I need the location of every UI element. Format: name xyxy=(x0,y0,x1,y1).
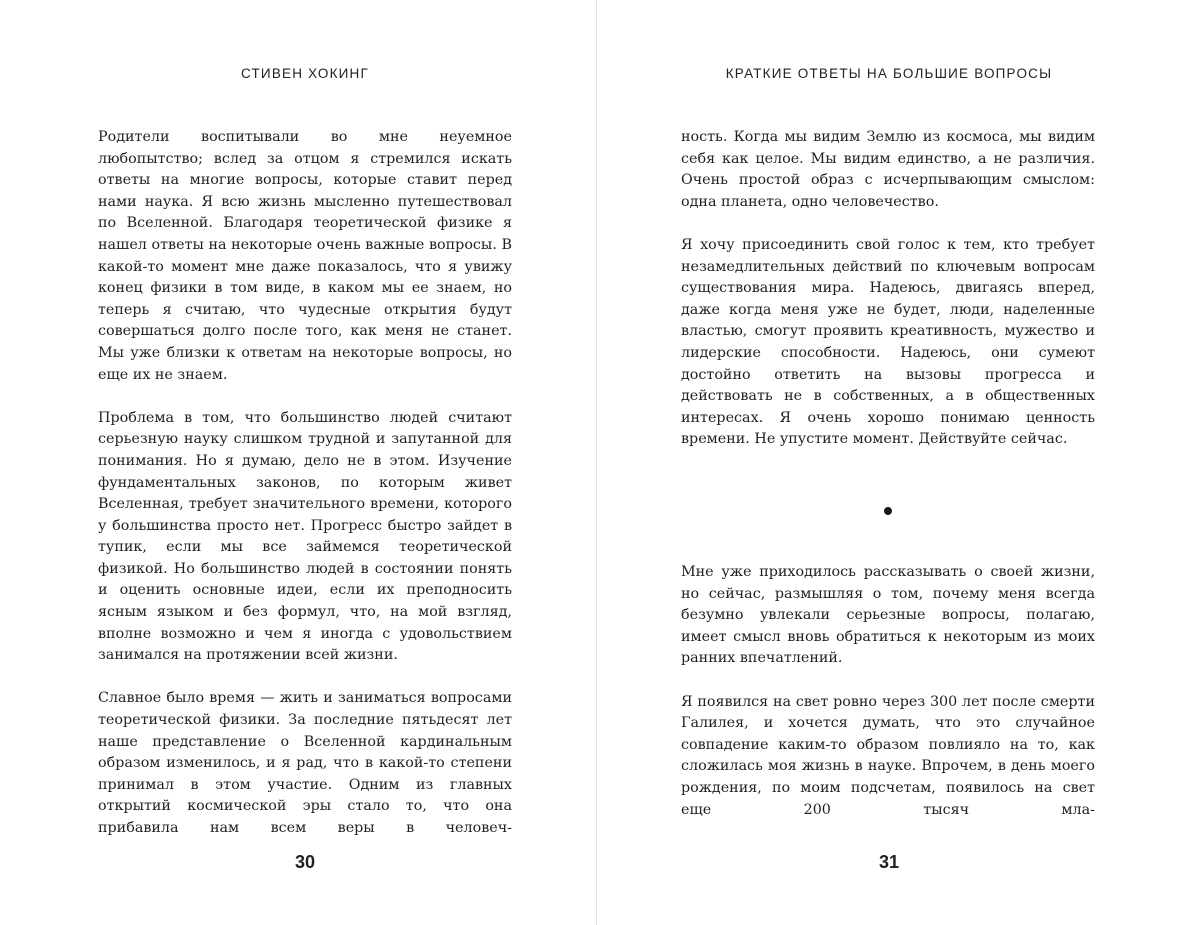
left-page-body xyxy=(98,127,512,861)
paragraph: Проблема в том, что большинство людей считают серьезную науку слишком трудной и запутанной для понимания. Но я думаю, дело не в этом. Изучение фундаментальных законов, по которым живет Вселенная, требует значительного времени, которого у большинства просто нет. Прогресс быстро зайдет в тупик, если мы все займемся теоретической физикой. Но большинство людей в состоянии понять и оценить основные идеи, если их преподносить ясным языком и без формул, что, на мой взгляд, вполне возможно и чем я иногда с удовольствием занимался на протяжении всей жизни. xyxy=(98,409,512,664)
paragraph: ность. Когда мы видим Землю из космоса, мы видим себя как целое. Мы видим единство, а не различия. Очень простой образ с исчерпывающим смыслом: одна планета, одно человечество. xyxy=(681,129,1095,210)
right-page xyxy=(597,0,1195,925)
right-page-body-top xyxy=(681,127,1095,473)
paragraph: Мне уже приходилось рассказывать о своей жизни, но сейчас, размышляя о том, почему меня всегда безумно увлекали серьезные вопросы, полагаю, имеет смысл вновь обратиться к некоторым из моих ранних впечатлений. xyxy=(681,564,1095,667)
page-number: 30 xyxy=(294,852,316,872)
running-head-author: СТИВЕН ХОКИНГ xyxy=(240,66,370,81)
paragraph: Я хочу присоединить свой голос к тем, кто требует незамедлительных действий по ключевым вопросам существования мира. Надеюсь, двигаясь вперед, даже когда меня уже не будет, люди, наделенные властью, смогут проявить креативность, мужество и лидерские способности. Надеюсь, они сумеют достойно ответить на вызовы прогресса и действовать не в собственных, а в общественных интересах. Я очень хорошо понимаю ценность времени. Не упустите момент. Действуйте сейчас. xyxy=(681,236,1095,448)
running-head-title: КРАТКИЕ ОТВЕТЫ НА БОЛЬШИЕ ВОПРОСЫ xyxy=(725,66,1053,81)
paragraph: Славное было время — жить и заниматься вопросами теоретической физики. За последние пятьдесят лет наше представление о Вселенной кардинальным образом изменилось, и я рад, что в какой-то степени принимал в этом участие. Одним из главных открытий космической эры стало то, что она прибавила нам всем веры в человеч- xyxy=(98,690,512,836)
section-break-dot xyxy=(884,507,892,515)
right-page-body-bottom xyxy=(681,562,1095,843)
page-number: 31 xyxy=(878,852,900,872)
paragraph: Я появился на свет ровно через 300 лет после смерти Галилея, и хочется думать, что это случайное совпадение каким-то образом повлияло на то, как сложилась моя жизнь в науке. Впрочем, в день моего рождения, по моим подсчетам, появилось на свет еще 200 тысяч мла- xyxy=(681,693,1095,818)
left-page xyxy=(0,0,596,925)
paragraph: Родители воспитывали во мне неуемное любопытство; вслед за отцом я стремился искать ответы на многие вопросы, которые ставит перед нами наука. Я всю жизнь мысленно путешествовал по Вселенной. Благодаря теоретической физике я нашел ответы на некоторые очень важные вопросы. В какой-то момент мне даже показалось, что я увижу конец физики в том виде, в каком мы ее знаем, но теперь я считаю, что чудесные открытия будут совершаться долго после того, как меня не станет. Мы уже близки к ответам на некоторые вопросы, но еще их не знаем. xyxy=(98,129,512,383)
